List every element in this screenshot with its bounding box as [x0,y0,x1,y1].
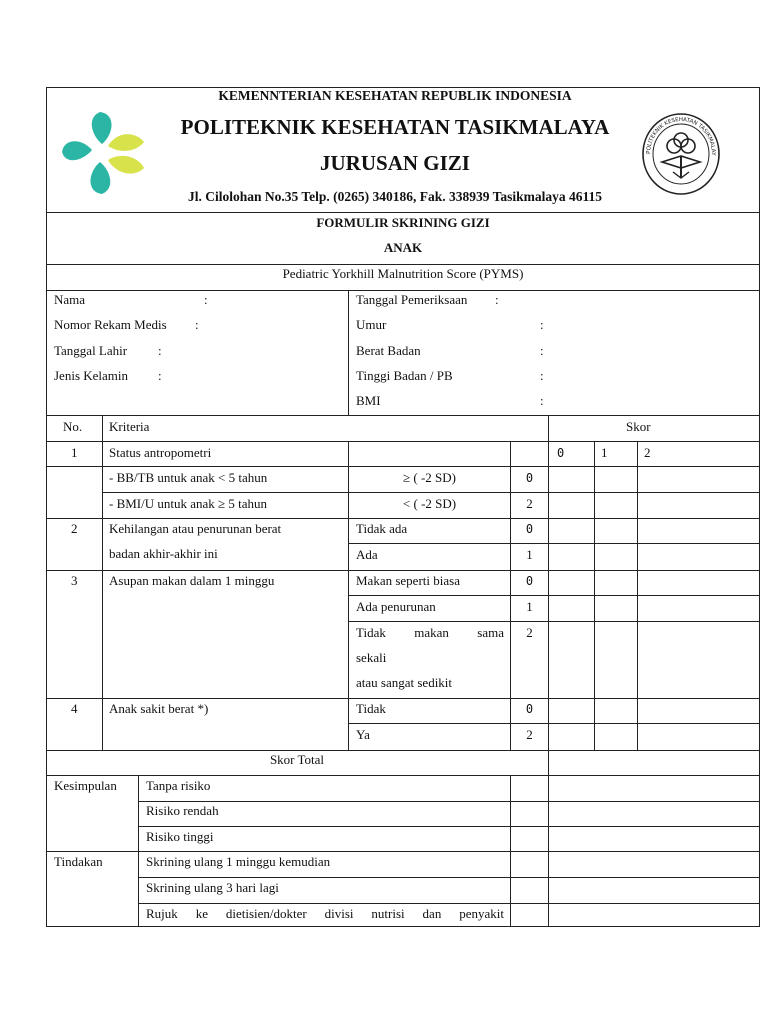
exam-date-sep: : [495,292,499,307]
row2-criteria-line1: Kehilangan atau penurunan berat [109,521,282,536]
row4a-divider [348,723,760,724]
score-col-2: 2 [644,445,651,460]
bmi-label: BMI [356,393,381,408]
row3c-option-line3: atau sangat sedikit [356,675,453,690]
col-score-header: Skor [626,419,651,434]
refer-word-4: divisi [324,906,354,921]
row2b-option: Ada [356,547,378,562]
title-divider [46,264,760,265]
poltekkes-seal [640,112,722,196]
form-title: FORMULIR SKRINING GIZI [316,215,490,230]
col-criteria-header: Kriteria [109,419,150,434]
row2-criteria-line2: badan akhir-akhir ini [109,546,218,561]
row4a-option: Tidak [356,701,386,716]
refer-word-6: dan [422,906,442,921]
action-label: Tindakan [54,854,103,869]
row1a-option: ≥ ( -2 SD) [403,470,456,485]
row3c-option-line1 [356,625,504,641]
height-sep: : [540,368,544,383]
row1-criteria: Status antropometri [109,445,212,460]
department-name: JURUSAN GIZI [320,151,470,175]
action-item-rescreen-week: Skrining ulang 1 minggu kemudian [146,854,331,869]
total-divider [46,775,760,776]
patient-name-label: Nama [54,292,86,307]
institution-name: POLITEKNIK KESEHATAN TASIKMALAYA [180,115,610,139]
row2a-option: Tidak ada [356,521,408,536]
medical-record-label: Nomor Rekam Medis [54,317,167,332]
action-row2-divider [138,903,760,904]
action-item-rescreen-3days: Skrining ulang 3 hari lagi [146,880,279,895]
row1-end-divider [46,518,760,519]
row4-criteria: Anak sakit berat *) [109,701,209,716]
refer-word-1: Rujuk [146,906,178,921]
medical-record-sep: : [195,317,199,332]
row3b-divider [348,621,760,622]
table-header-divider [46,441,760,442]
conclusion-end-divider [46,851,760,852]
bmi-sep: : [540,393,544,408]
institution-address: Jl. Cilolohan No.35 Telp. (0265) 340186, Fak. 338939 Tasikmalaya 46115 [187,189,603,204]
row3a-point: 0 [525,574,534,588]
refer-word-2: ke [195,906,208,921]
row2a-point: 0 [525,522,534,536]
row3c-point: 2 [526,625,533,640]
row1b-criteria: - BMI/U untuk anak ≥ 5 tahun [109,496,268,511]
row3a-option: Makan seperti biasa [356,573,460,588]
row3b-point: 1 [526,599,533,614]
row1a-point: 0 [525,471,534,485]
score-col-0: 0 [557,446,565,460]
refer-word-3: dietisien/dokter [225,906,307,921]
conclusion-item-low-risk: Risiko rendah [146,803,219,818]
total-score-label: Skor Total [269,752,325,767]
row2b-point: 1 [526,547,533,562]
row4b-option: Ya [356,727,370,742]
row1-no: 1 [71,445,78,460]
patient-mid-divider [348,290,349,416]
row2-no: 2 [71,521,78,536]
col-no-header: No. [63,419,83,434]
row3c-option-line2: sekali [356,650,387,665]
ministry-name: KEMENNTERIAN KESEHATAN REPUBLIK INDONESIA [218,88,572,103]
row3a-divider [348,595,760,596]
row4b-point: 2 [526,727,533,742]
refer-word-5: nutrisi [371,906,405,921]
row1b-option: < ( -2 SD) [402,496,457,511]
row1a-divider [102,492,760,493]
row4-end-divider [46,750,760,751]
row2a-divider [348,543,760,544]
exam-date-label: Tanggal Pemeriksaan [356,292,468,307]
row3-criteria: Asupan makan dalam 1 minggu [109,573,275,588]
weight-label: Berat Badan [356,343,421,358]
birth-date-label: Tanggal Lahir [54,343,128,358]
row3c-word3: sama [477,625,504,640]
patient-name-sep: : [204,292,208,307]
header-divider [46,212,760,213]
row4a-point: 0 [525,702,534,716]
form-subtitle: ANAK [383,240,423,255]
gender-sep: : [158,368,162,383]
scale-divider [46,290,760,291]
conclusion-item-no-risk: Tanpa risiko [146,778,211,793]
row1b-point: 2 [526,496,533,511]
action-row1-divider [138,877,760,878]
seal-text: POLITEKNIK KESEHATAN TASIKMALAY [645,116,717,156]
patient-bottom-divider [46,415,760,416]
refer-word-7: penyakit [459,906,504,921]
conclusion-label: Kesimpulan [54,778,117,793]
conclusion-row1-divider [138,801,760,802]
age-sep: : [540,317,544,332]
kemenkes-logo [58,108,148,198]
weight-sep: : [540,343,544,358]
row3b-option: Ada penurunan [356,599,436,614]
gender-label: Jenis Kelamin [54,368,129,383]
row3-end-divider [46,698,760,699]
row3c-word2: makan [414,625,449,640]
conclusion-row2-divider [138,826,760,827]
row1a-criteria: - BB/TB untuk anak < 5 tahun [109,470,268,485]
conclusion-item-high-risk: Risiko tinggi [146,829,214,844]
action-item-refer [146,906,504,922]
row1-divider [46,466,760,467]
height-label: Tinggi Badan / PB [356,368,453,383]
row2-end-divider [46,570,760,571]
row4-no: 4 [71,701,78,716]
age-label: Umur [356,317,387,332]
score-col-1: 1 [601,445,608,460]
row3c-word1: Tidak [356,625,386,640]
birth-date-sep: : [158,343,162,358]
scale-name: Pediatric Yorkhill Malnutrition Score (PYMS) [282,266,524,281]
row3-no: 3 [71,573,78,588]
